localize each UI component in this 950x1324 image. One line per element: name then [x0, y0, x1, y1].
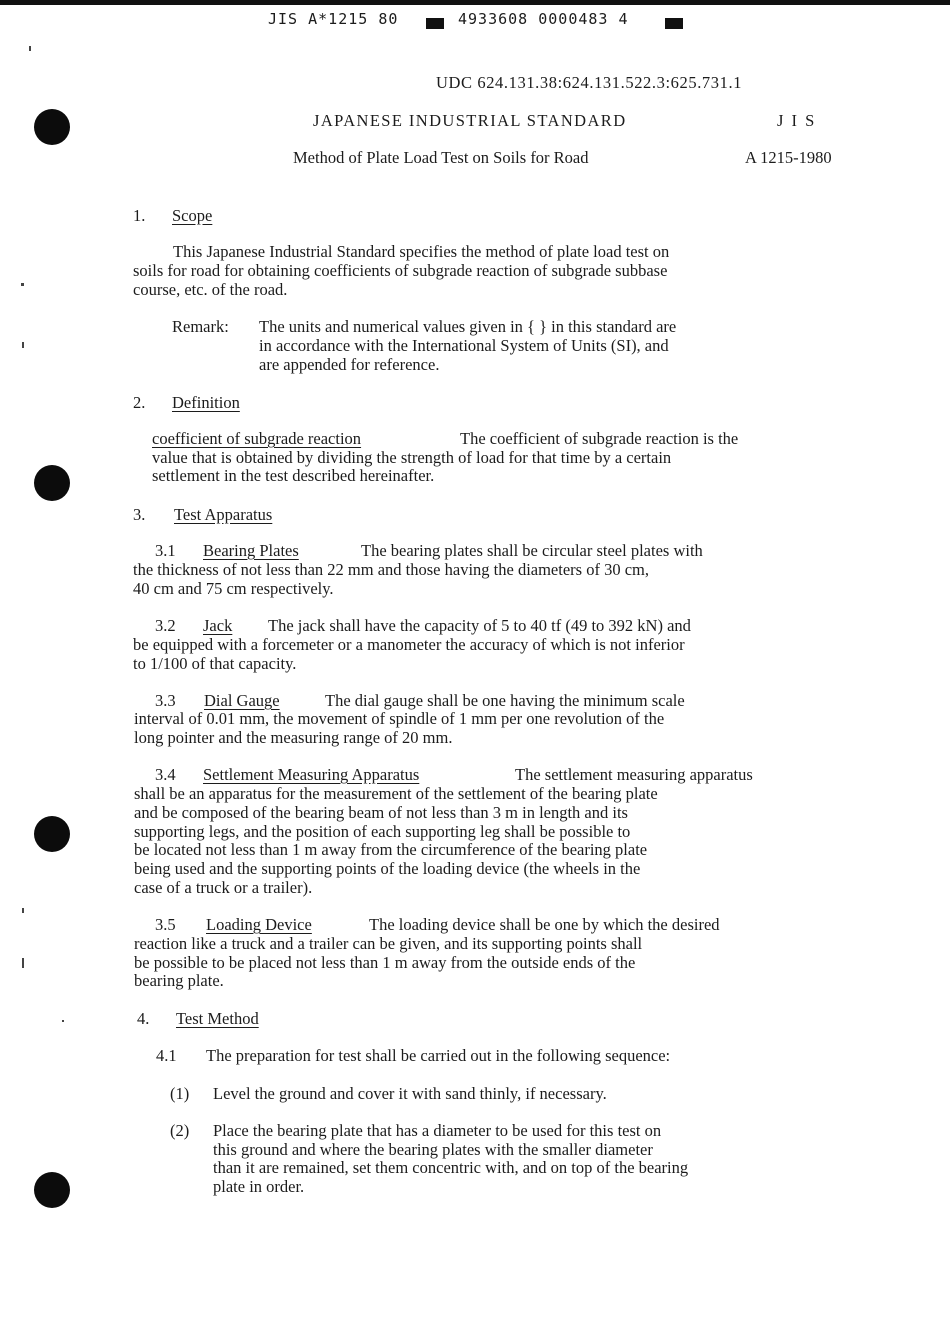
scan-header-number: 4933608 0000483 4 — [458, 10, 629, 28]
scan-speck — [29, 46, 31, 51]
clause-text-line: and be composed of the bearing beam of not less than 3 m in length and its — [134, 803, 628, 822]
clause-text-line: reaction like a truck and a trailer can be given, and its supporting points shall — [134, 934, 643, 953]
list-item-text-line: than it are remained, set them concentric with, and on top of the bearing — [213, 1158, 689, 1177]
clause-number: 3.1 — [155, 541, 176, 560]
clause-text-line: case of a truck or a trailer). — [134, 878, 313, 897]
section-number: 3. — [133, 505, 146, 524]
clause-text-line: 40 cm and 75 cm respectively. — [133, 579, 334, 598]
scan-speck — [21, 283, 24, 286]
section-heading-test-method: Test Method — [176, 1009, 259, 1028]
clause-text-line: The jack shall have the capacity of 5 to 40 tf (49 to 392 kN) and — [268, 616, 691, 635]
definition-text-line: value that is obtained by dividing the strength of load for that time by a certain — [152, 448, 672, 467]
clause-heading-bearing-plates: Bearing Plates — [203, 541, 299, 560]
standard-abbreviation: J I S — [777, 111, 817, 130]
clause-text-line: be equipped with a forcemeter or a manometer the accuracy of which is not inferior — [133, 635, 685, 654]
scan-speck — [22, 958, 24, 968]
list-item-text-line: plate in order. — [213, 1177, 305, 1196]
clause-text-line: The loading device shall be one by which the desired — [369, 915, 720, 934]
document-title: Method of Plate Load Test on Soils for Road — [293, 148, 589, 167]
scan-speck — [22, 908, 24, 913]
document-number: A 1215-1980 — [745, 148, 832, 167]
clause-text-line: be located not less than 1 m away from the circumference of the bearing plate — [134, 840, 648, 859]
list-item-text-line: Level the ground and cover it with sand thinly, if necessary. — [213, 1084, 607, 1103]
clause-text-line: the thickness of not less than 22 mm and those having the diameters of 30 cm, — [133, 560, 649, 579]
clause-heading-loading-device: Loading Device — [206, 915, 312, 934]
remark-text-line: The units and numerical values given in { } in this standard are — [259, 317, 677, 336]
remark-text-line: in accordance with the International System of Units (SI), and — [259, 336, 669, 355]
clause-text-line: bearing plate. — [134, 971, 224, 990]
definition-text-line: The coefficient of subgrade reaction is the — [460, 429, 739, 448]
clause-text-line: to 1/100 of that capacity. — [133, 654, 297, 673]
definition-text-line: settlement in the test described hereinafter. — [152, 466, 435, 485]
section-number: 1. — [133, 206, 146, 225]
clause-text-line: supporting legs, and the position of each supporting leg shall be possible to — [134, 822, 631, 841]
clause-text-line: be possible to be placed not less than 1 m away from the outside ends of the — [134, 953, 636, 972]
punch-hole — [34, 1172, 70, 1208]
clause-number: 3.5 — [155, 915, 176, 934]
clause-text-line: interval of 0.01 mm, the movement of spindle of 1 mm per one revolution of the — [134, 709, 665, 728]
scan-header-code: JIS A*1215 80 — [268, 10, 399, 28]
punch-hole — [34, 465, 70, 501]
scope-text-line: soils for road for obtaining coefficients of subgrade reaction of subgrade subbase — [133, 261, 668, 280]
scan-speck — [22, 342, 24, 348]
clause-text-line: The bearing plates shall be circular steel plates with — [361, 541, 703, 560]
clause-heading-jack: Jack — [203, 616, 233, 635]
clause-number: 3.4 — [155, 765, 176, 784]
scan-speck — [62, 1020, 64, 1022]
section-heading-scope: Scope — [172, 206, 213, 225]
udc-code: UDC 624.131.38:624.131.522.3:625.731.1 — [436, 73, 743, 92]
scope-text-line: course, etc. of the road. — [133, 280, 288, 299]
clause-heading-dial-gauge: Dial Gauge — [204, 691, 280, 710]
scan-top-border — [0, 0, 950, 5]
clause-text-line: being used and the supporting points of the loading device (the wheels in the — [134, 859, 641, 878]
scan-header-block-mark — [426, 18, 444, 29]
section-heading-test-apparatus: Test Apparatus — [174, 505, 273, 524]
clause-text-line: shall be an apparatus for the measurement of the settlement of the bearing plate — [134, 784, 658, 803]
section-heading-definition: Definition — [172, 393, 240, 412]
punch-hole — [34, 109, 70, 145]
section-number: 2. — [133, 393, 146, 412]
clause-text-line: long pointer and the measuring range of 20 mm. — [134, 728, 453, 747]
punch-hole — [34, 816, 70, 852]
clause-number: 3.3 — [155, 691, 176, 710]
remark-text-line: are appended for reference. — [259, 355, 440, 374]
clause-number: 4.1 — [156, 1046, 177, 1065]
scope-text-line: This Japanese Industrial Standard specifies the method of plate load test on — [173, 242, 670, 261]
definition-term: coefficient of subgrade reaction — [152, 429, 362, 448]
clause-heading-settlement-measuring-apparatus: Settlement Measuring Apparatus — [203, 765, 420, 784]
list-item-number: (2) — [170, 1121, 190, 1140]
clause-text-line: The preparation for test shall be carried out in the following sequence: — [206, 1046, 671, 1065]
section-number: 4. — [137, 1009, 150, 1028]
list-item-number: (1) — [170, 1084, 190, 1103]
clause-text-line: The settlement measuring apparatus — [515, 765, 753, 784]
scan-header-block-mark — [665, 18, 683, 29]
clause-number: 3.2 — [155, 616, 176, 635]
clause-text-line: The dial gauge shall be one having the minimum scale — [325, 691, 685, 710]
list-item-text-line: this ground and where the bearing plates with the smaller diameter — [213, 1140, 653, 1159]
standard-title: JAPANESE INDUSTRIAL STANDARD — [313, 111, 627, 130]
list-item-text-line: Place the bearing plate that has a diameter to be used for this test on — [213, 1121, 662, 1140]
remark-label: Remark: — [172, 317, 229, 336]
